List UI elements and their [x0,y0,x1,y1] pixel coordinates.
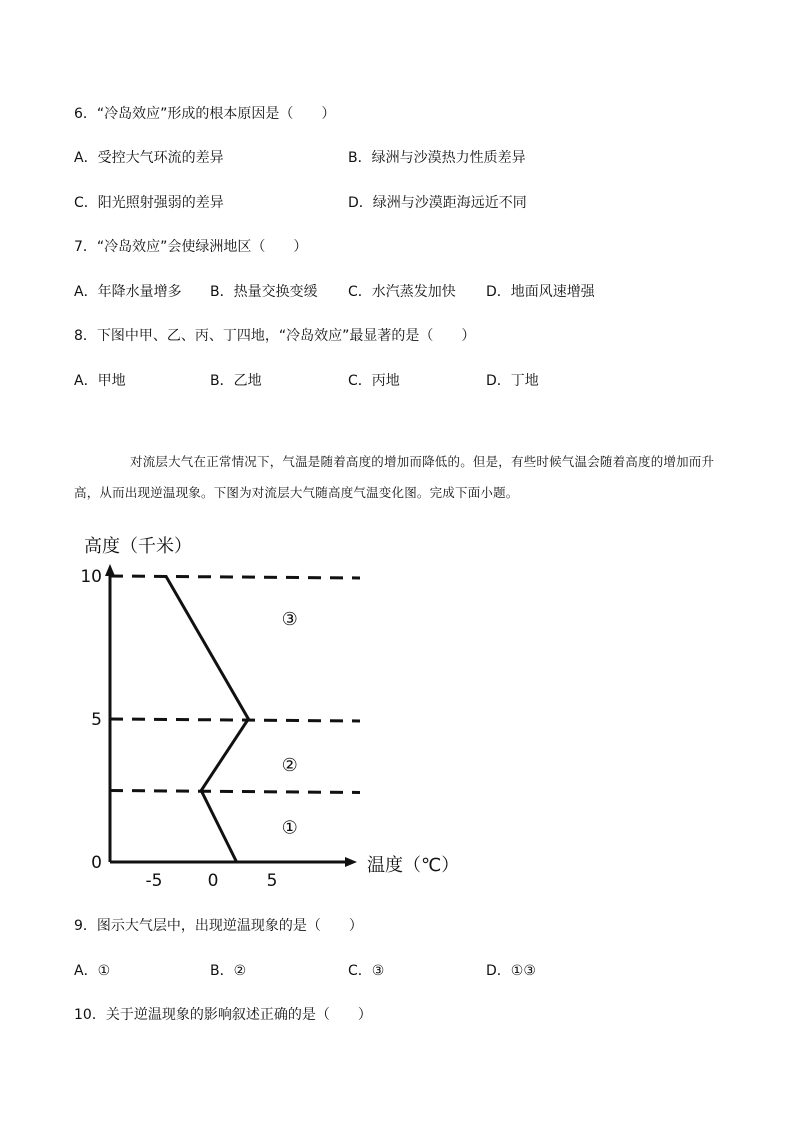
x-axis-label: 温度（℃） [367,855,460,876]
layer-boundary-2 [110,719,360,721]
question-8-option-b[interactable]: B．乙地 [210,373,262,389]
layer-boundary-3 [110,576,360,578]
y-tick-label: 0 [91,853,102,873]
y-axis-label: 高度（千米） [84,536,192,557]
layer-boundary-1 [110,791,360,793]
question-7-option-b[interactable]: B．热量交换变缓 [210,284,318,300]
question-8-stem: 8．下图中甲、乙、丙、丁四地，“冷岛效应”最显著的是（ ） [74,328,476,344]
temperature-height-chart [60,525,480,890]
question-6-option-b[interactable]: B．绿洲与沙漠热力性质差异 [348,150,526,166]
question-6-option-c[interactable]: C．阳光照射强弱的差异 [74,195,224,211]
layer-label-1: ① [281,817,298,839]
question-9-option-a[interactable]: A．① [74,963,111,979]
question-8-option-a[interactable]: A．甲地 [74,373,126,389]
question-9-stem: 9．图示大气层中，出现逆温现象的是（ ） [74,918,363,934]
question-7-option-a[interactable]: A．年降水量增多 [74,284,182,300]
intro-passage: 对流层大气在正常情况下，气温是随着高度的增加而降低的。但是，有些时候气温会随着高度的增加而升高，从而出现逆温现象。下图为对流层大气随高度气温变化图。完成下面小题。 [74,454,715,500]
x-tick-label: 0 [207,871,219,890]
y-tick-label: 5 [91,710,102,730]
question-6-option-a[interactable]: A．受控大气环流的差异 [74,150,224,166]
question-9-option-b[interactable]: B．② [210,963,247,979]
question-6-option-d[interactable]: D．绿洲与沙漠距海远近不同 [348,195,527,211]
x-tick-label: 5 [266,871,278,890]
y-tick-label: 10 [80,567,102,587]
question-8-option-c[interactable]: C．丙地 [348,373,400,389]
layer-label-3: ③ [281,608,298,630]
x-axis-arrow [345,857,357,867]
layer-label-2: ② [281,754,298,776]
question-8-option-d[interactable]: D．丁地 [486,373,539,389]
x-tick-label: -5 [145,871,163,890]
y-axis-arrow [105,564,115,576]
question-7-stem: 7．“冷岛效应”会使绿洲地区（ ） [74,239,308,255]
question-7-option-c[interactable]: C．水汽蒸发加快 [348,284,456,300]
question-10-stem: 10．关于逆温现象的影响叙述正确的是（ ） [74,1007,372,1023]
question-9-option-d[interactable]: D．①③ [486,963,536,979]
question-9-option-c[interactable]: C．③ [348,963,385,979]
question-6-stem: 6．“冷岛效应”形成的根本原因是（ ） [74,106,336,122]
question-7-option-d[interactable]: D．地面风速增强 [486,284,595,300]
